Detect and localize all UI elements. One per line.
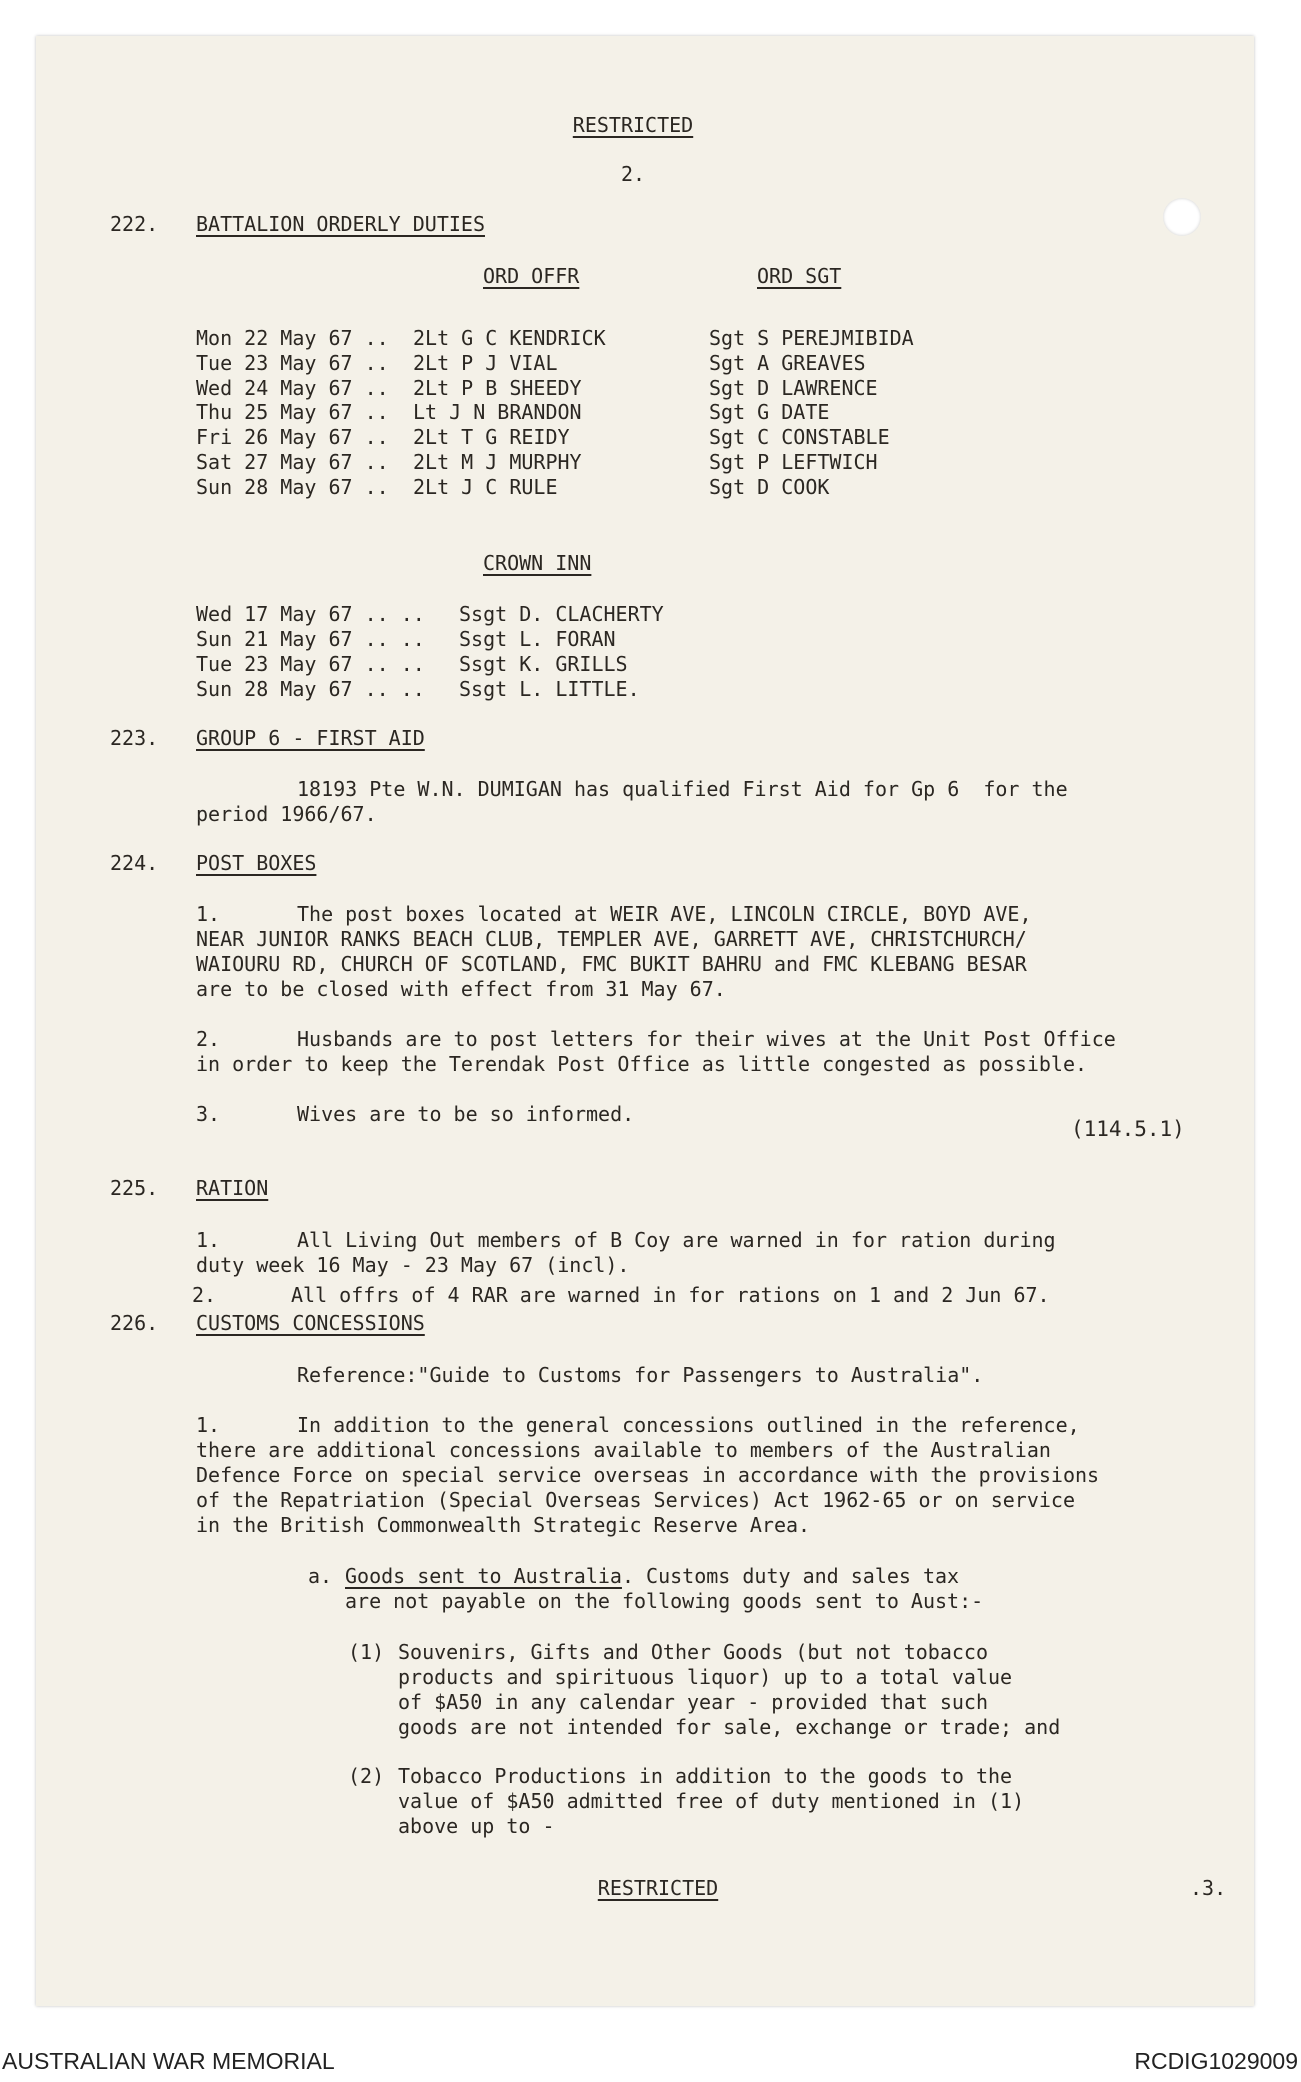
paragraph-line: WAIOURU RD, CHURCH OF SCOTLAND, FMC BUKIT BAHRU and FMC KLEBANG BESAR — [196, 952, 1027, 976]
paragraph-line: in the British Commonwealth Strategic Reserve Area. — [196, 1513, 811, 1537]
subparagraph-label: a. — [308, 1564, 333, 1588]
classification-header: RESTRICTED — [572, 113, 694, 137]
crown-name: Ssgt D. CLACHERTY — [459, 602, 664, 626]
paragraph-line: in order to keep the Terendak Post Office as little congested as possible. — [196, 1052, 1088, 1076]
file-reference: (114.5.1) — [1071, 1117, 1185, 1141]
duty-officer: 2Lt M J MURPHY — [413, 450, 582, 474]
section-number: 223. — [110, 726, 159, 750]
section-number: 224. — [110, 851, 159, 875]
duty-officer: 2Lt P B SHEEDY — [413, 376, 582, 400]
crown-name: Ssgt L. FORAN — [459, 627, 616, 651]
archive-id: RCDIG1029009 — [1134, 2048, 1298, 2074]
paragraph-line: All Living Out members of B Coy are warned in for ration during — [297, 1228, 1056, 1252]
paragraph-line: Tobacco Productions in addition to the goods to the — [398, 1764, 1013, 1788]
duty-date: Sat 27 May 67 .. — [196, 450, 389, 474]
next-page-indicator: .3. — [1190, 1876, 1227, 1900]
page-number: 2. — [620, 162, 646, 186]
paragraph-number: 2. — [192, 1283, 217, 1307]
duty-date: Wed 24 May 67 .. — [196, 376, 389, 400]
duty-sergeant: Sgt S PEREJMIBIDA — [709, 326, 914, 350]
item-number: (1) — [348, 1640, 385, 1664]
paragraph-number: 3. — [196, 1102, 221, 1126]
column-header-ord-offr: ORD OFFR — [483, 264, 580, 288]
duty-sergeant: Sgt D COOK — [709, 475, 830, 499]
paragraph-line: NEAR JUNIOR RANKS BEACH CLUB, TEMPLER AVE, GARRETT AVE, CHRISTCHURCH/ — [196, 927, 1027, 951]
paragraph-line: duty week 16 May - 23 May 67 (incl). — [196, 1253, 630, 1277]
crown-date: Sun 21 May 67 .. .. — [196, 627, 425, 651]
duty-date: Tue 23 May 67 .. — [196, 351, 389, 375]
reference-line: Reference:"Guide to Customs for Passengers to Australia". — [297, 1363, 984, 1387]
section-heading: GROUP 6 - FIRST AID — [196, 726, 425, 750]
paragraph-number: 1. — [196, 1413, 221, 1437]
duty-officer: 2Lt J C RULE — [413, 475, 558, 499]
duty-sergeant: Sgt G DATE — [709, 400, 830, 424]
duty-date: Fri 26 May 67 .. — [196, 425, 389, 449]
paragraph-number: 1. — [196, 1228, 221, 1252]
duty-sergeant: Sgt A GREAVES — [709, 351, 866, 375]
paragraph-line: value of $A50 admitted free of duty mentioned in (1) — [398, 1789, 1025, 1813]
section-heading: BATTALION ORDERLY DUTIES — [196, 212, 485, 236]
crown-date: Tue 23 May 67 .. .. — [196, 652, 425, 676]
section-number: 225. — [110, 1176, 159, 1200]
duty-date: Mon 22 May 67 .. — [196, 326, 389, 350]
subparagraph-first-line — [345, 1564, 959, 1589]
paragraph-line: of $A50 in any calendar year - provided that such — [398, 1690, 989, 1714]
paragraph-line: All offrs of 4 RAR are warned in for rations on 1 and 2 Jun 67. — [291, 1283, 1050, 1307]
crown-date: Wed 17 May 67 .. .. — [196, 602, 425, 626]
crown-date: Sun 28 May 67 .. .. — [196, 677, 425, 701]
paragraph-line: of the Repatriation (Special Overseas Services) Act 1962-65 or on service — [196, 1488, 1075, 1512]
paragraph-line: are not payable on the following goods sent to Aust:- — [345, 1589, 984, 1613]
duty-date: Thu 25 May 67 .. — [196, 400, 389, 424]
paragraph-line: above up to - — [398, 1814, 555, 1838]
duty-officer: 2Lt P J VIAL — [413, 351, 558, 375]
section-number: 226. — [110, 1311, 159, 1335]
crown-name: Ssgt L. LITTLE. — [459, 677, 640, 701]
item-number: (2) — [348, 1764, 385, 1788]
paragraph-line: Wives are to be so informed. — [297, 1102, 635, 1126]
duty-date: Sun 28 May 67 .. — [196, 475, 389, 499]
paragraph-line: goods are not intended for sale, exchange or trade; and — [398, 1715, 1061, 1739]
paragraph-number: 2. — [196, 1027, 221, 1051]
paragraph-line: products and spirituous liquor) up to a total value — [398, 1665, 1013, 1689]
paragraph-line: The post boxes located at WEIR AVE, LINCOLN CIRCLE, BOYD AVE, — [297, 902, 1032, 926]
paragraph-line: Defence Force on special service overseas in accordance with the provisions — [196, 1463, 1100, 1487]
paragraph-number: 1. — [196, 902, 221, 926]
column-header-ord-sgt: ORD SGT — [757, 264, 842, 288]
paragraph-line: period 1966/67. — [196, 802, 377, 826]
paragraph-line: Souvenirs, Gifts and Other Goods (but not tobacco — [398, 1640, 989, 1664]
paragraph-line: are to be closed with effect from 31 May 67. — [196, 977, 726, 1001]
duty-officer: 2Lt T G REIDY — [413, 425, 570, 449]
paragraph-line: 18193 Pte W.N. DUMIGAN has qualified First Aid for Gp 6 for the — [297, 777, 1068, 801]
subparagraph-title: Goods sent to Australia — [345, 1564, 622, 1588]
subparagraph-text: . Customs duty and sales tax — [621, 1564, 960, 1588]
section-heading: POST BOXES — [196, 851, 317, 875]
punch-hole — [1163, 198, 1201, 236]
paragraph-line: In addition to the general concessions outlined in the reference, — [297, 1413, 1080, 1437]
duty-officer: 2Lt G C KENDRICK — [413, 326, 606, 350]
duty-sergeant: Sgt C CONSTABLE — [709, 425, 890, 449]
paragraph-line: Husbands are to post letters for their wives at the Unit Post Office — [297, 1027, 1116, 1051]
paragraph-line: there are additional concessions available to members of the Australian — [196, 1438, 1051, 1462]
archive-name: AUSTRALIAN WAR MEMORIAL — [2, 2048, 335, 2074]
duty-sergeant: Sgt D LAWRENCE — [709, 376, 878, 400]
section-number: 222. — [110, 212, 159, 236]
duty-sergeant: Sgt P LEFTWICH — [709, 450, 878, 474]
duty-officer: Lt J N BRANDON — [413, 400, 582, 424]
section-heading: CUSTOMS CONCESSIONS — [196, 1311, 425, 1335]
crown-name: Ssgt K. GRILLS — [459, 652, 628, 676]
section-heading: RATION — [196, 1176, 269, 1200]
classification-footer: RESTRICTED — [597, 1876, 719, 1900]
crown-inn-heading: CROWN INN — [483, 551, 592, 575]
